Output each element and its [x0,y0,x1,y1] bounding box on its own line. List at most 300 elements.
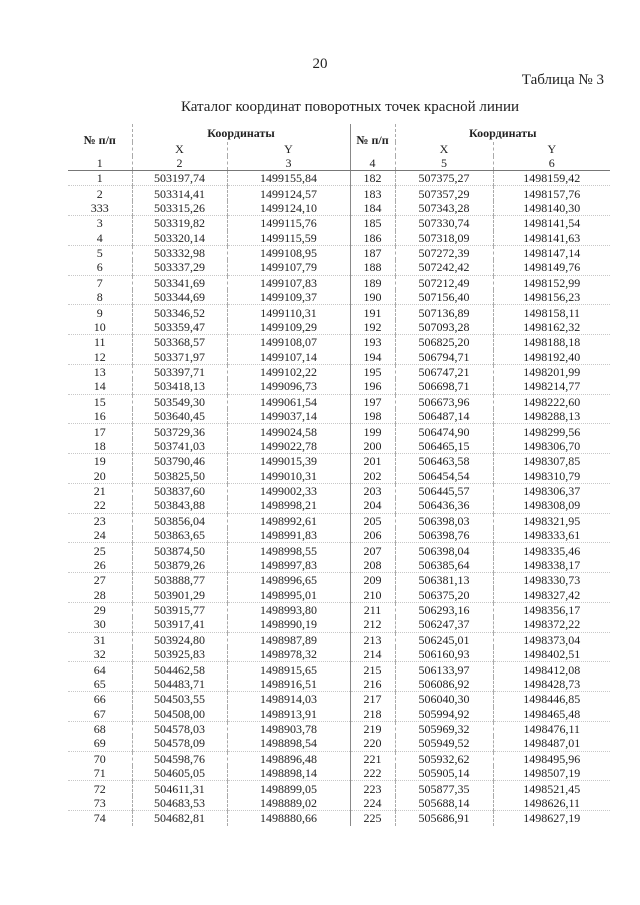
x-left: 504503,55 [132,692,227,707]
point-number-right: 218 [350,707,395,722]
y-right: 1498159,42 [493,171,610,186]
y-right: 1498147,14 [493,245,610,260]
table-row [68,305,610,320]
y-right: 1498402,51 [493,647,610,662]
point-number-left: 29 [93,603,106,618]
x-left: 503825,50 [132,469,227,484]
x-left: 504605,05 [132,766,227,781]
table-row [68,231,610,246]
y-left: 1498991,83 [227,528,350,543]
y-right: 1498156,23 [493,290,610,305]
x-right: 506454,54 [395,469,493,484]
table-row [68,171,610,186]
point-number-left: 32 [68,647,132,662]
point-number-left: 6 [68,260,132,275]
point-number-left: 73 [68,796,132,811]
x-right: 505994,92 [395,707,493,722]
x-left: 503729,36 [132,424,227,439]
y-left: 1499107,14 [227,350,350,365]
point-number-left: 17 [93,424,106,439]
point-number-right: 214 [350,647,395,662]
point-number-right: 196 [350,379,395,394]
y-left: 1499102,22 [227,364,350,379]
point-number-left: 74 [93,811,106,826]
point-number-left: 68 [93,722,106,737]
point-number-left: 10 [68,320,132,335]
table-row [68,364,610,379]
y-right: 1498507,19 [493,766,610,781]
point-number-right: 194 [350,350,395,365]
y-right: 1498214,77 [493,379,610,394]
x-right: 506086,92 [395,677,493,692]
point-number-right: 206 [350,528,395,543]
x-left: 504611,31 [132,781,227,796]
y-left: 1498992,61 [227,513,350,528]
x-right: 506698,71 [395,379,493,394]
x-right: 506385,64 [395,558,493,573]
x-right: 507136,89 [395,305,493,320]
y-left: 1498896,48 [227,751,350,766]
x-right: 507212,49 [395,275,493,290]
point-number-left: 71 [68,766,132,781]
table-row [68,245,610,260]
point-number-left: 67 [68,707,132,722]
point-number-right: 190 [350,290,395,305]
y-left: 1499124,10 [227,201,350,216]
x-left: 503837,60 [132,483,227,498]
x-right: 507375,27 [395,171,493,186]
x-left: 503917,41 [132,617,227,632]
y-left: 1499155,84 [227,171,350,186]
header-x-left: X [132,142,227,156]
x-left: 504508,00 [132,707,227,722]
coordinates-table [68,124,610,826]
table-row [68,662,610,677]
y-right: 1498222,60 [493,394,610,409]
point-number-left: 7 [96,275,103,290]
x-right: 506463,58 [395,454,493,469]
y-right: 1498327,42 [493,588,610,603]
y-left: 1498903,78 [227,721,350,736]
y-left: 1499109,29 [227,320,350,335]
x-left: 503346,52 [132,305,227,320]
point-number-left: 333 [68,201,132,216]
x-right: 507343,28 [395,201,493,216]
table-row [68,350,610,365]
table-row [68,692,610,707]
point-number-left: 66 [93,692,106,707]
x-left: 503368,57 [132,335,227,350]
y-left: 1498993,80 [227,602,350,617]
y-left: 1498996,65 [227,573,350,588]
y-left: 1498913,91 [227,707,350,722]
x-left: 503790,46 [132,454,227,469]
x-right: 505688,14 [395,796,493,811]
x-left: 503915,77 [132,602,227,617]
x-right: 506436,36 [395,498,493,513]
header-coords-left: Координаты [132,124,350,142]
header-coords-right: Координаты [395,124,610,142]
y-right: 1498356,17 [493,602,610,617]
point-number-left: 64 [93,662,106,677]
point-number-right: 189 [350,275,395,290]
x-left: 504578,03 [132,721,227,736]
table-row [68,736,610,751]
point-number-right: 203 [350,483,395,498]
y-right: 1498476,11 [493,721,610,736]
x-right: 506465,15 [395,439,493,454]
x-left: 503197,74 [132,171,227,186]
y-right: 1498446,85 [493,692,610,707]
table-row [68,617,610,632]
table-row [68,201,610,216]
point-number-right: 202 [350,469,395,484]
x-right: 507272,39 [395,245,493,260]
y-left: 1499124,57 [227,186,350,201]
y-right: 1498299,56 [493,424,610,439]
x-left: 503879,26 [132,558,227,573]
point-number-right: 222 [350,766,395,781]
point-number-left: 69 [68,736,132,751]
x-right: 505686,91 [395,811,493,826]
x-left: 504483,71 [132,677,227,692]
table-row [68,513,610,528]
y-left: 1499107,79 [227,260,350,275]
x-right: 506245,01 [395,632,493,647]
point-number-left: 5 [96,246,103,261]
x-left: 503344,69 [132,290,227,305]
point-number-right: 221 [350,751,395,766]
y-right: 1498372,22 [493,617,610,632]
x-left: 503314,41 [132,186,227,201]
y-right: 1498308,09 [493,498,610,513]
point-number-right: 195 [350,364,395,379]
point-number-left: 26 [68,558,132,573]
x-right: 506794,71 [395,350,493,365]
y-left: 1498998,55 [227,543,350,558]
y-right: 1498158,11 [493,305,610,320]
table-row [68,424,610,439]
y-left: 1498880,66 [227,811,350,826]
point-number-left: 27 [93,573,106,588]
x-left: 503640,45 [132,409,227,424]
y-right: 1498157,76 [493,186,610,201]
x-left: 503397,71 [132,364,227,379]
x-right: 506398,03 [395,513,493,528]
point-number-right: 193 [350,335,395,350]
y-right: 1498306,37 [493,483,610,498]
y-left: 1498916,51 [227,677,350,692]
point-number-right: 197 [350,394,395,409]
x-left: 503332,98 [132,245,227,260]
x-left: 503856,04 [132,513,227,528]
point-number-left: 15 [93,394,106,409]
point-number-left: 65 [68,677,132,692]
point-number-left: 14 [68,379,132,394]
point-number-right: 207 [350,543,395,558]
table-row [68,275,610,290]
point-number-left: 25 [93,543,106,558]
y-right: 1498330,73 [493,573,610,588]
y-left: 1498978,32 [227,647,350,662]
table-row [68,811,610,826]
y-right: 1498149,76 [493,260,610,275]
y-right: 1498306,70 [493,439,610,454]
x-left: 504683,53 [132,796,227,811]
table-row [68,543,610,558]
x-left: 503549,30 [132,394,227,409]
col-number-3: 3 [227,156,350,171]
y-left: 1499061,54 [227,394,350,409]
x-left: 503315,26 [132,201,227,216]
x-right: 505949,52 [395,736,493,751]
y-left: 1498995,01 [227,588,350,603]
point-number-right: 205 [350,513,395,528]
x-left: 503741,03 [132,439,227,454]
x-right: 506247,37 [395,617,493,632]
y-right: 1498338,17 [493,558,610,573]
y-left: 1498997,83 [227,558,350,573]
col-number-5: 5 [395,156,493,171]
point-number-left: 11 [93,335,106,350]
y-right: 1498487,01 [493,736,610,751]
header-num-left: № п/п [83,133,116,147]
point-number-right: 184 [350,201,395,216]
point-number-right: 223 [350,781,395,796]
y-left: 1499015,39 [227,454,350,469]
x-left: 503341,69 [132,275,227,290]
point-number-right: 213 [350,632,395,647]
table-label: Таблица № 3 [521,72,604,88]
table-row [68,721,610,736]
x-right: 505877,35 [395,781,493,796]
point-number-right: 224 [350,796,395,811]
point-number-right: 188 [350,260,395,275]
point-number-right: 198 [350,409,395,424]
point-number-left: 12 [68,350,132,365]
table-row [68,677,610,692]
y-left: 1499108,95 [227,245,350,260]
x-left: 504578,09 [132,736,227,751]
y-right: 1498141,63 [493,231,610,246]
point-number-right: 204 [350,498,395,513]
x-left: 504598,76 [132,751,227,766]
point-number-right: 191 [350,305,395,320]
table-row [68,558,610,573]
point-number-left: 24 [68,528,132,543]
point-number-right: 187 [350,245,395,260]
y-left: 1499022,78 [227,439,350,454]
y-left: 1498899,05 [227,781,350,796]
y-right: 1498521,45 [493,781,610,796]
x-right: 506673,96 [395,394,493,409]
table-row [68,409,610,424]
x-left: 503319,82 [132,216,227,231]
x-left: 504462,58 [132,662,227,677]
table-row [68,781,610,796]
y-left: 1499115,76 [227,216,350,231]
point-number-left: 3 [96,216,103,231]
x-right: 506747,21 [395,364,493,379]
x-right: 507357,29 [395,186,493,201]
table-row [68,573,610,588]
table-row [68,588,610,603]
x-right: 506160,93 [395,647,493,662]
col-number-6: 6 [493,156,610,171]
x-right: 506398,76 [395,528,493,543]
y-right: 1498627,19 [493,811,610,826]
x-right: 507318,09 [395,231,493,246]
col-number-4: 4 [350,156,395,171]
header-x-right: X [395,142,493,156]
y-left: 1499024,58 [227,424,350,439]
table-row [68,647,610,662]
point-number-right: 183 [350,186,395,201]
point-number-left: 72 [93,781,106,796]
x-left: 503925,83 [132,647,227,662]
table-row [68,707,610,722]
y-left: 1499010,31 [227,469,350,484]
x-right: 507242,42 [395,260,493,275]
y-left: 1498898,14 [227,766,350,781]
y-right: 1498140,30 [493,201,610,216]
y-right: 1498152,99 [493,275,610,290]
y-right: 1498141,54 [493,216,610,231]
x-left: 503874,50 [132,543,227,558]
point-number-right: 220 [350,736,395,751]
y-right: 1498626,11 [493,796,610,811]
point-number-right: 210 [350,588,395,603]
y-right: 1498465,48 [493,707,610,722]
point-number-right: 185 [350,216,395,231]
col-number-1: 1 [68,156,132,171]
x-left: 503843,88 [132,498,227,513]
y-left: 1499115,59 [227,231,350,246]
y-right: 1498428,73 [493,677,610,692]
x-left: 503371,97 [132,350,227,365]
point-number-right: 211 [350,602,395,617]
x-left: 503863,65 [132,528,227,543]
y-left: 1499037,14 [227,409,350,424]
header-y-left: Y [227,142,350,156]
x-left: 503418,13 [132,379,227,394]
x-left: 503337,29 [132,260,227,275]
table-title: Каталог координат поворотных точек красной линии [180,99,519,115]
x-right: 506040,30 [395,692,493,707]
y-right: 1498412,08 [493,662,610,677]
table-row [68,528,610,543]
x-left: 503901,29 [132,588,227,603]
point-number-right: 217 [350,692,395,707]
point-number-left: 8 [68,290,132,305]
table-row [68,216,610,231]
x-right: 507156,40 [395,290,493,305]
x-left: 504682,81 [132,811,227,826]
table-row [68,320,610,335]
y-right: 1498201,99 [493,364,610,379]
point-number-right: 219 [350,721,395,736]
y-right: 1498192,40 [493,350,610,365]
table-row [68,439,610,454]
point-number-right: 201 [350,454,395,469]
table-row [68,335,610,350]
point-number-left: 19 [93,454,106,469]
x-left: 503888,77 [132,573,227,588]
point-number-right: 215 [350,662,395,677]
point-number-left: 1 [68,171,132,186]
point-number-right: 208 [350,558,395,573]
header-num-right: № п/п [350,124,395,156]
x-right: 506825,20 [395,335,493,350]
point-number-left: 20 [68,469,132,484]
y-right: 1498321,95 [493,513,610,528]
y-left: 1499110,31 [227,305,350,320]
x-right: 505905,14 [395,766,493,781]
y-right: 1498335,46 [493,543,610,558]
header-y-right: Y [493,142,610,156]
point-number-right: 225 [350,811,395,826]
y-right: 1498495,96 [493,751,610,766]
y-right: 1498288,13 [493,409,610,424]
point-number-left: 30 [68,617,132,632]
x-right: 506375,20 [395,588,493,603]
x-left: 503320,14 [132,231,227,246]
table-row [68,290,610,305]
y-left: 1498990,19 [227,617,350,632]
x-right: 506293,16 [395,602,493,617]
point-number-right: 200 [350,439,395,454]
point-number-right: 216 [350,677,395,692]
point-number-right: 182 [350,171,395,186]
x-right: 507093,28 [395,320,493,335]
point-number-right: 199 [350,424,395,439]
point-number-left: 23 [93,513,106,528]
y-left: 1499107,83 [227,275,350,290]
y-left: 1498889,02 [227,796,350,811]
y-right: 1498162,32 [493,320,610,335]
table-row [68,379,610,394]
point-number-left: 4 [68,231,132,246]
y-right: 1498333,61 [493,528,610,543]
table-row [68,394,610,409]
point-number-left: 31 [93,632,106,647]
point-number-left: 16 [68,409,132,424]
point-number-right: 186 [350,231,395,246]
y-left: 1498987,89 [227,632,350,647]
table-row [68,796,610,811]
x-right: 506487,14 [395,409,493,424]
x-right: 505932,62 [395,751,493,766]
col-number-2: 2 [132,156,227,171]
table-row [68,454,610,469]
y-right: 1498188,18 [493,335,610,350]
point-number-left: 18 [68,439,132,454]
y-left: 1498898,54 [227,736,350,751]
x-right: 506398,04 [395,543,493,558]
x-right: 506474,90 [395,424,493,439]
table-row [68,751,610,766]
point-number-left: 2 [96,186,103,201]
table-row [68,469,610,484]
point-number-left: 28 [68,588,132,603]
y-left: 1498998,21 [227,498,350,513]
point-number-left: 9 [96,305,103,320]
point-number-left: 70 [93,751,106,766]
table-row [68,766,610,781]
y-left: 1499109,37 [227,290,350,305]
y-right: 1498310,79 [493,469,610,484]
page-number: 20 [312,56,328,72]
